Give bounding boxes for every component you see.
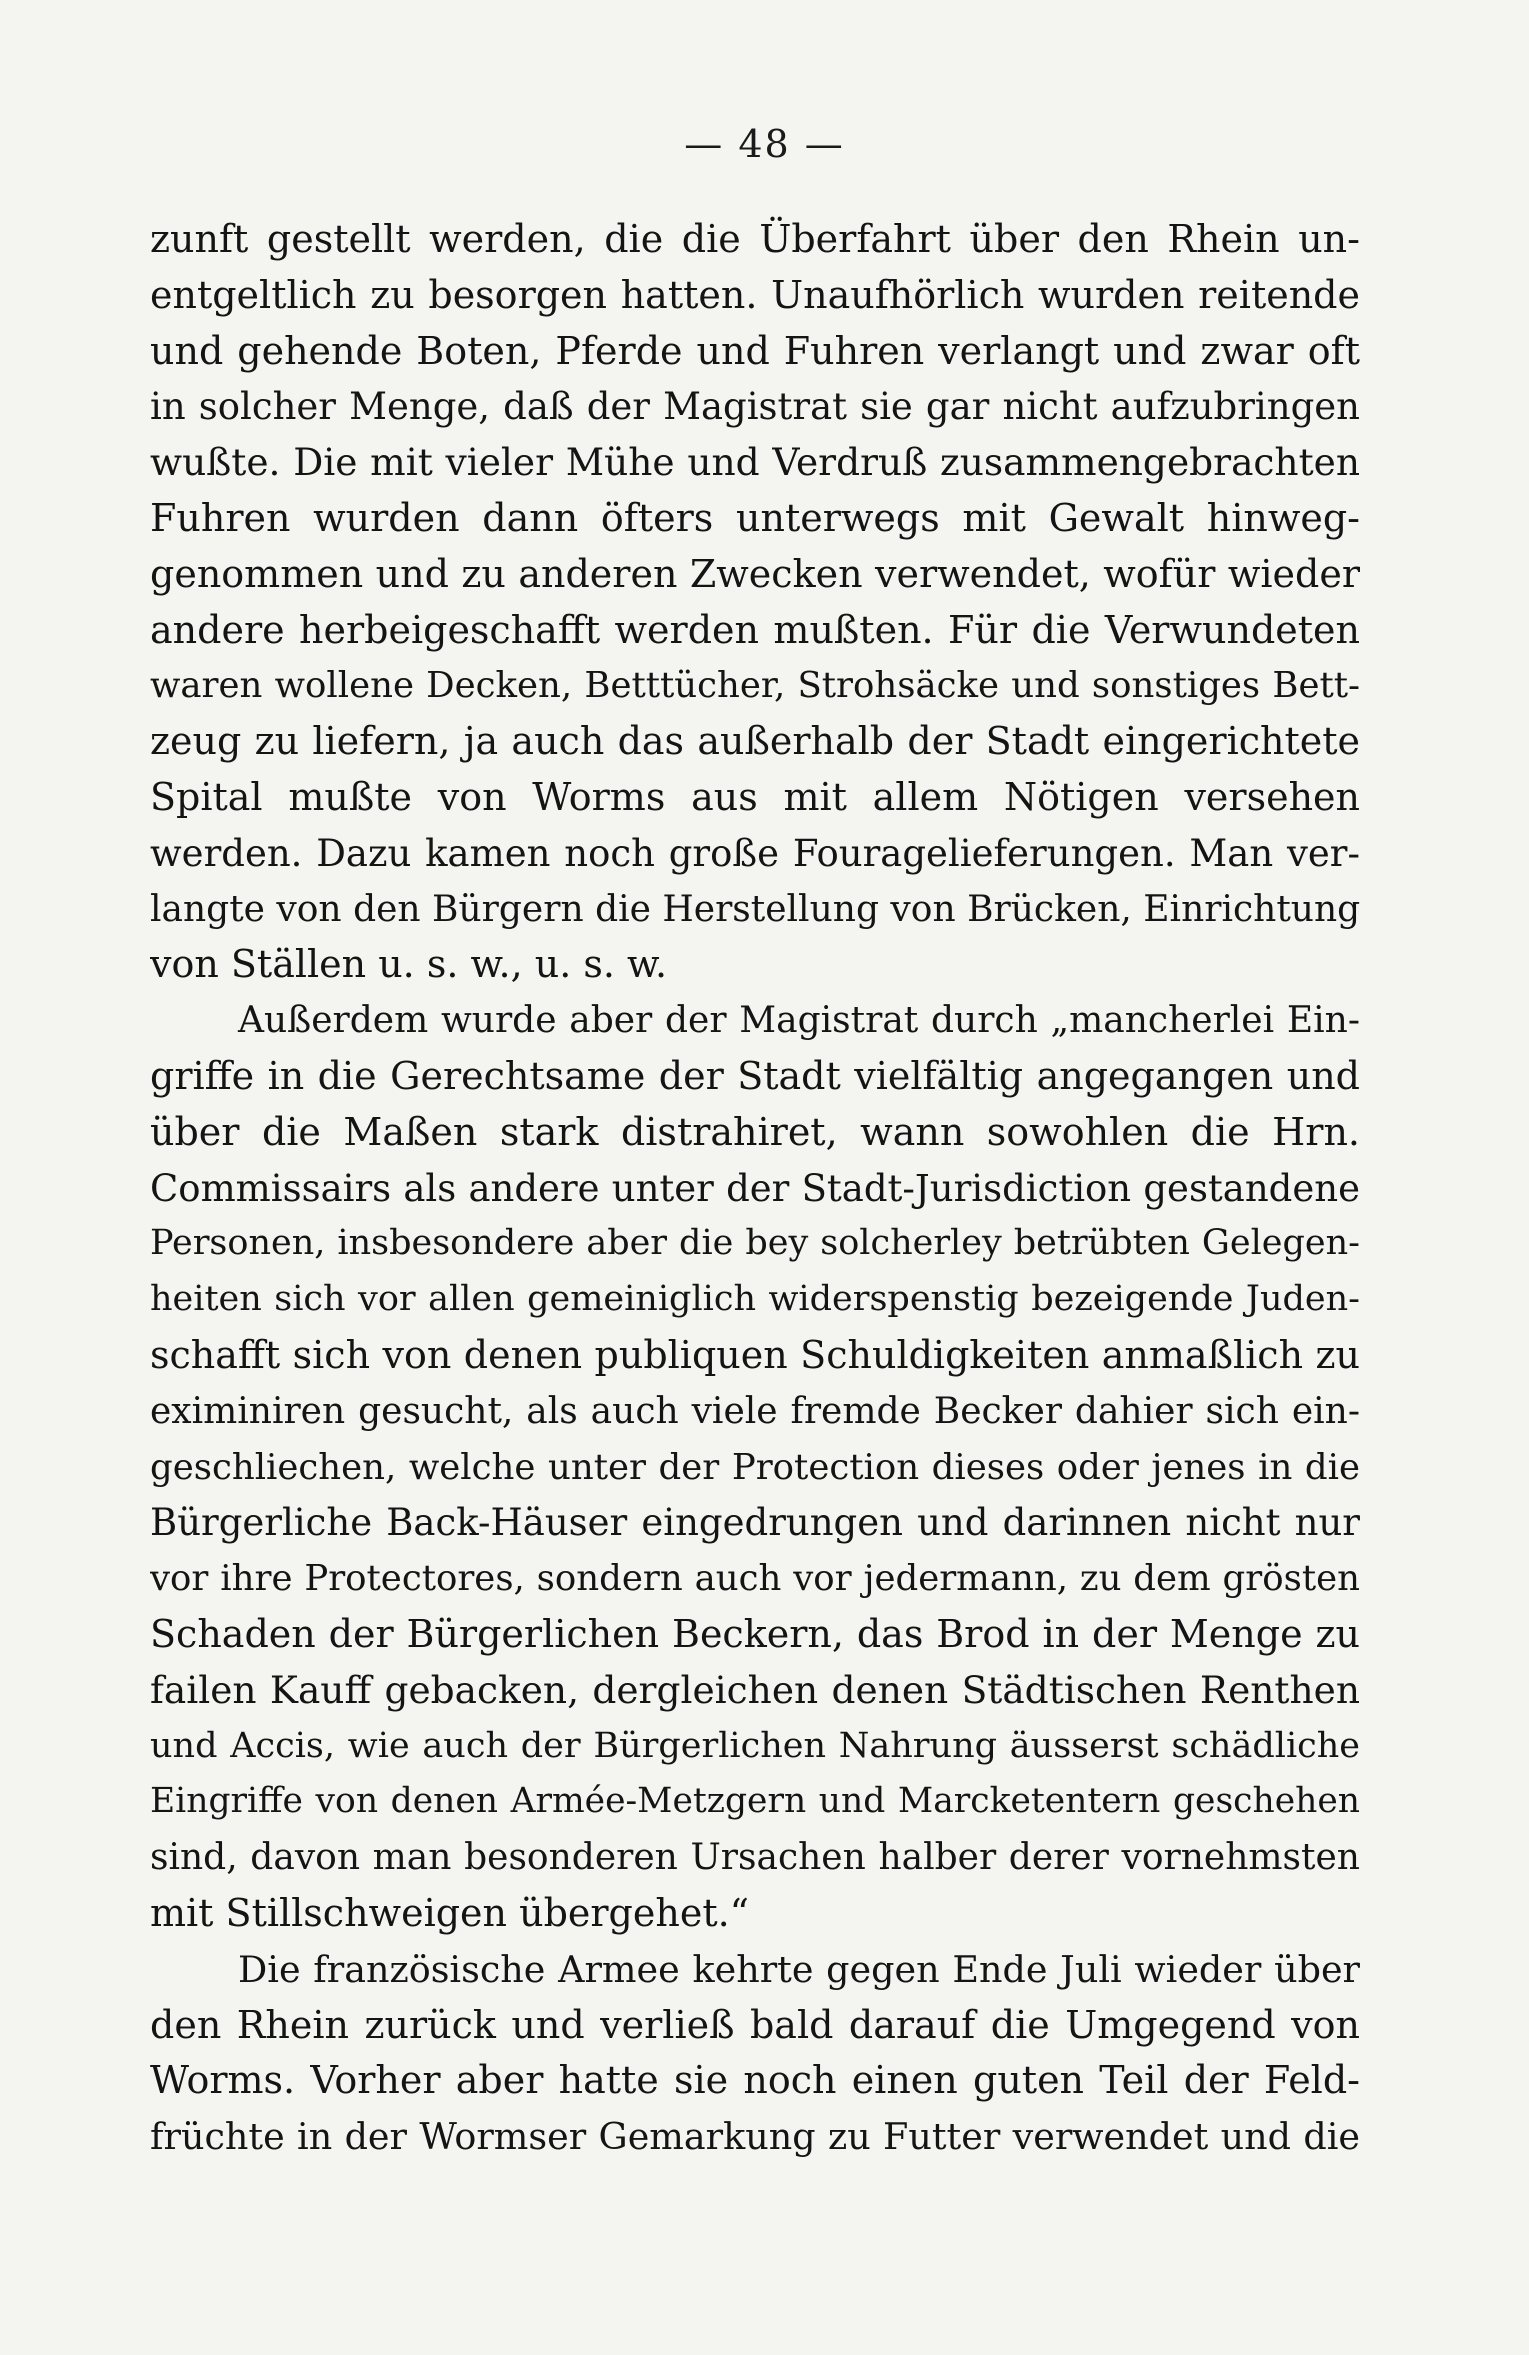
text-line: Schaden der Bürgerlichen Beckern, das Brod in der Menge zu	[150, 1611, 1360, 1656]
text-line: Außerdem wurde aber der Magistrat durch „mancherlei Ein-	[238, 1000, 1360, 1042]
text-line: Commissairs als andere unter der Stadt-Jurisdiction gestandene	[150, 1166, 1360, 1210]
text-line: von Ställen u. s. w., u. s. w.	[150, 942, 668, 987]
text-line: andere herbeigeschafft werden mußten. Für die Verwundeten	[150, 607, 1360, 652]
text-line: mit Stillschweigen übergehet.“	[150, 1890, 750, 1935]
body-text	[150, 212, 1360, 2165]
text-line: und gehende Boten, Pferde und Fuhren verlangt und zwar oft	[150, 328, 1360, 373]
text-line: sind, davon man besonderen Ursachen halber derer vornehmsten	[150, 1837, 1360, 1879]
text-line: geschliechen, welche unter der Protection dieses oder jenes in die	[150, 1446, 1360, 1488]
text-line: zeug zu liefern, ja auch das außerhalb der Stadt eingerichtete	[150, 719, 1360, 764]
text-line: wußte. Die mit vieler Mühe und Verdruß zusammengebrachten	[150, 440, 1360, 485]
text-line: werden. Dazu kamen noch große Fouragelieferungen. Man ver-	[150, 831, 1360, 875]
text-line: genommen und zu anderen Zwecken verwendet, wofür wieder	[150, 551, 1360, 596]
text-line: früchte in der Wormser Gemarkung zu Futter verwendet und die	[150, 2115, 1360, 2159]
text-line: Bürgerliche Back-Häuser eingedrungen und darinnen nicht nur	[150, 1501, 1360, 1545]
text-line: zunft gestellt werden, die die Überfahrt über den Rhein un-	[150, 217, 1360, 261]
text-line: vor ihre Protectores, sondern auch vor jedermann, zu dem grösten	[150, 1558, 1360, 1600]
text-line: Fuhren wurden dann öfters unterwegs mit Gewalt hinweg-	[150, 495, 1360, 540]
text-line: den Rhein zurück und verließ bald darauf die Umgegend von	[150, 2002, 1360, 2047]
text-line: entgeltlich zu besorgen hatten. Unaufhörlich wurden reitende	[150, 272, 1360, 317]
text-line: Eingriffe von denen Armée-Metzgern und Marcketentern geschehen	[150, 1781, 1360, 1822]
text-line: Worms. Vorher aber hatte sie noch einen guten Teil der Feld-	[150, 2058, 1360, 2103]
text-line: griffe in die Gerechtsame der Stadt vielfältig angegangen und	[150, 1053, 1360, 1098]
text-line: heiten sich vor allen gemeiniglich widerspenstig bezeigende Juden-	[150, 1279, 1360, 1320]
text-line: und Accis, wie auch der Bürgerlichen Nahrung äusserst schädliche	[150, 1725, 1360, 1766]
text-line: waren wollene Decken, Betttücher, Strohsäcke und sonstiges Bett-	[150, 665, 1360, 707]
text-line: in solcher Menge, daß der Magistrat sie gar nicht aufzubringen	[150, 385, 1360, 429]
text-line: eximiniren gesucht, als auch viele fremde Becker dahier sich ein-	[150, 1390, 1360, 1432]
text-line: Die französische Armee kehrte gegen Ende Juli wieder über	[238, 1947, 1360, 1991]
text-line: über die Maßen stark distrahiret, wann sowohlen die Hrn.	[150, 1109, 1360, 1154]
text-line: Spital mußte von Worms aus mit allem Nötigen versehen	[150, 774, 1360, 819]
text-line: langte von den Bürgern die Herstellung von Brücken, Einrichtung	[150, 888, 1360, 930]
page-number-header: — 48 —	[684, 122, 845, 166]
text-line: schafft sich von denen publiquen Schuldigkeiten anmaßlich zu	[150, 1332, 1360, 1377]
text-line: failen Kauff gebacken, dergleichen denen Städtischen Renthen	[150, 1667, 1360, 1712]
text-line: Personen, insbesondere aber die bey solcherley betrübten Gelegen-	[150, 1223, 1360, 1264]
